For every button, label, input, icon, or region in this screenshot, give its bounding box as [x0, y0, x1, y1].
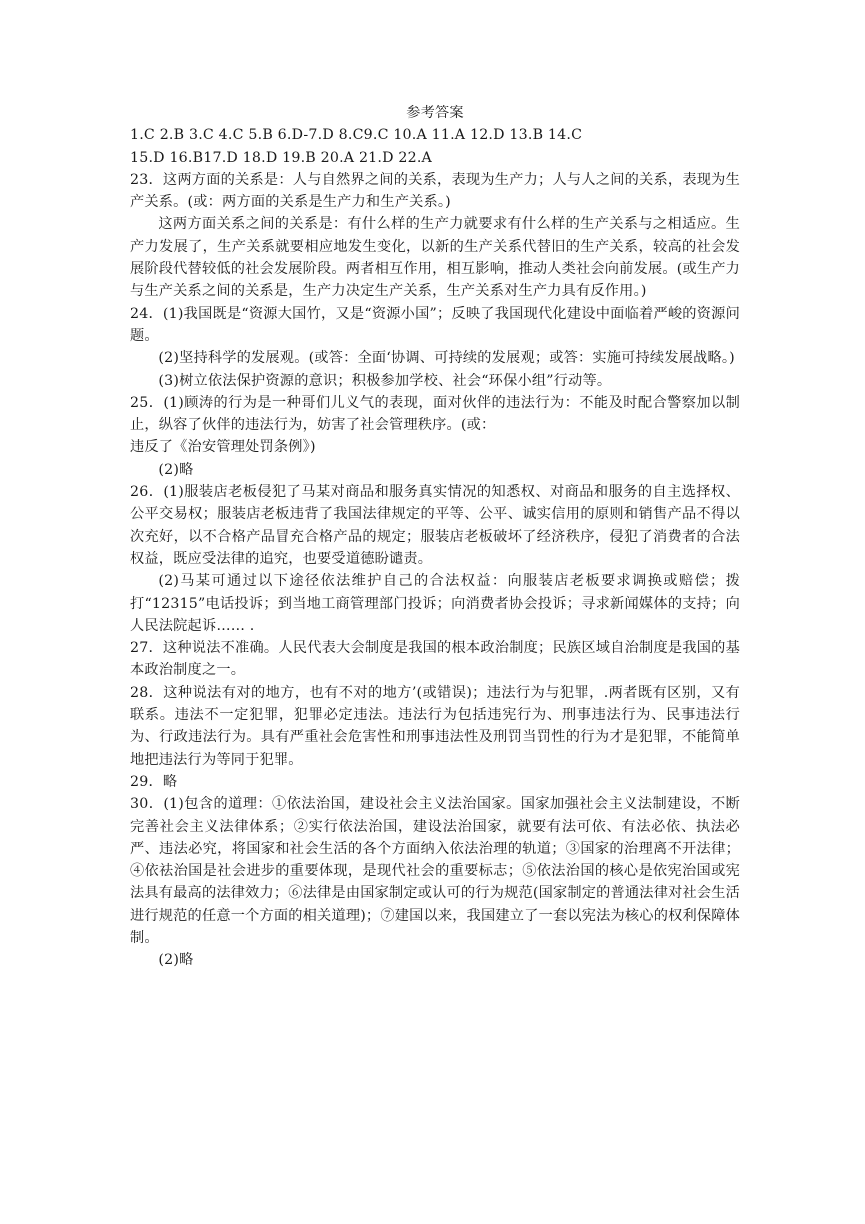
answers-choice-line-2: 15.D 16.B17.D 18.D 19.B 20.A 21.D 22.A — [130, 149, 433, 166]
answers-choice-line-1: 1.C 2.B 3.C 4.C 5.B 6.D-7.D 8.C9.C 10.A 11.A 12.D 13.B 14.C — [130, 127, 583, 144]
answer-26-part-1: 26．(1)服装店老板侵犯了马某对商品和服务真实情况的知悉权、对商品和服务的自主选择权、公平交易权；服装店老板违背了我国法律规定的平等、公平、诚实信用的原则和销售产品不得以次充好，以不合格产品冒充合格产品的规定；服装店老板破坏了经济秩序，侵犯了消费者的合法权益，既应受法律的追究，也要受道德盼谴责。 — [130, 484, 740, 567]
answer-24-part-2: (2)坚持科学的发展观。(或答：全面‘协调、可持续的发展观；或答：实施可持续发展战略。) — [158, 350, 735, 367]
answer-29: 29．略 — [130, 773, 178, 790]
answer-27: 27．这种说法不准确。人民代表大会制度是我国的根本政治制度；民族区域自治制度是我国的基本政治制度之一。 — [130, 640, 740, 679]
answer-24-part-1: 24．(1)我国既是“资源大国竹，又是“资源小国”；反映了我国现代化建设中面临着严峻的资源问题。 — [130, 305, 740, 344]
answer-28: 28．这种说法有对的地方，也有不对的地方’(或错误)；违法行为与犯罪，.两者既有区别，又有联系。违法不一定犯罪，犯罪必定违法。违法行为包括违宪行为、刑事违法行为、民事违法行为、行政违法行为。具有严重社会危害性和刑事违法性及刑罚当罚性的行为才是犯罪，不能简单地把违法行为等同于犯罪。 — [130, 684, 740, 768]
answer-document — [130, 102, 740, 972]
answer-23-part-a: 23．这两方面的关系是：人与自然界之间的关系，表现为生产力；人与人之间的关系，表现为生产关系。(或：两方面的关系是生产力和生产关系。) — [130, 171, 740, 211]
answer-30-part-2: (2)略 — [158, 952, 194, 969]
answer-25-part-1a: 25．(1)顾涛的行为是一种哥们儿义气的表现，面对伙伴的违法行为：不能及时配合警察加以制止，纵容了伙伴的违法行为，妨害了社会管理秩序。(或： — [130, 394, 740, 434]
answer-25-part-1b: 违反了《治安管理处罚条例》) — [130, 439, 316, 456]
answer-24-part-3: (3)树立依法保护资源的意识；积极参加学校、社会“环保小组”行动等。 — [158, 372, 612, 389]
answer-23-part-b: 这两方面关系之间的关系是：有什么样的生产力就要求有什么样的生产关系与之相适应。生产力发展了，生产关系就要相应地发生变化，以新的生产关系代替旧的生产关系，较高的社会发展阶段代替较低的社会发展阶段。两者相互作用，相互影响，推动人类社会向前发展。(或生产力与生产关系之间的关系是，生产力决定生产关系，生产关系对生产力具有反作用。) — [130, 216, 741, 300]
answer-25-part-2: (2)略 — [158, 461, 194, 478]
page-title: 参考答案 — [406, 105, 464, 121]
answer-26-part-2: (2)马某可通过以下途径依法维护自己的合法权益：向服装店老板要求调换或赔偿；拨打“12315”电话投诉；到当地工商管理部门投诉；向消费者协会投诉；寻求新闻媒体的支持；向人民法院起诉…… . — [130, 573, 740, 634]
answer-30-part-1: 30．(1)包含的道理：①依法治国，建设社会主义法治国家。国家加强社会主义法制建设，不断完善社会主义法律体系；②实行依法治国，建设法治国家，就要有法可依、有法必依、执法必严、违法必究，将国家和社会生活的各个方面纳入依法治理的轨道；③国家的治理离不开法律；④依祛治国是社会进步的重要体现，是现代社会的重要标志；⑤依法治国的核心是依宪治国或宪法具有最高的法律效力；⑥法律是由国家制定或认可的行为规范(国家制定的普通法律对社会生活进行规范的任意一个方面的相关道理)；⑦建国以来，我国建立了一套以宪法为核心的权利保障体制。 — [130, 796, 741, 946]
